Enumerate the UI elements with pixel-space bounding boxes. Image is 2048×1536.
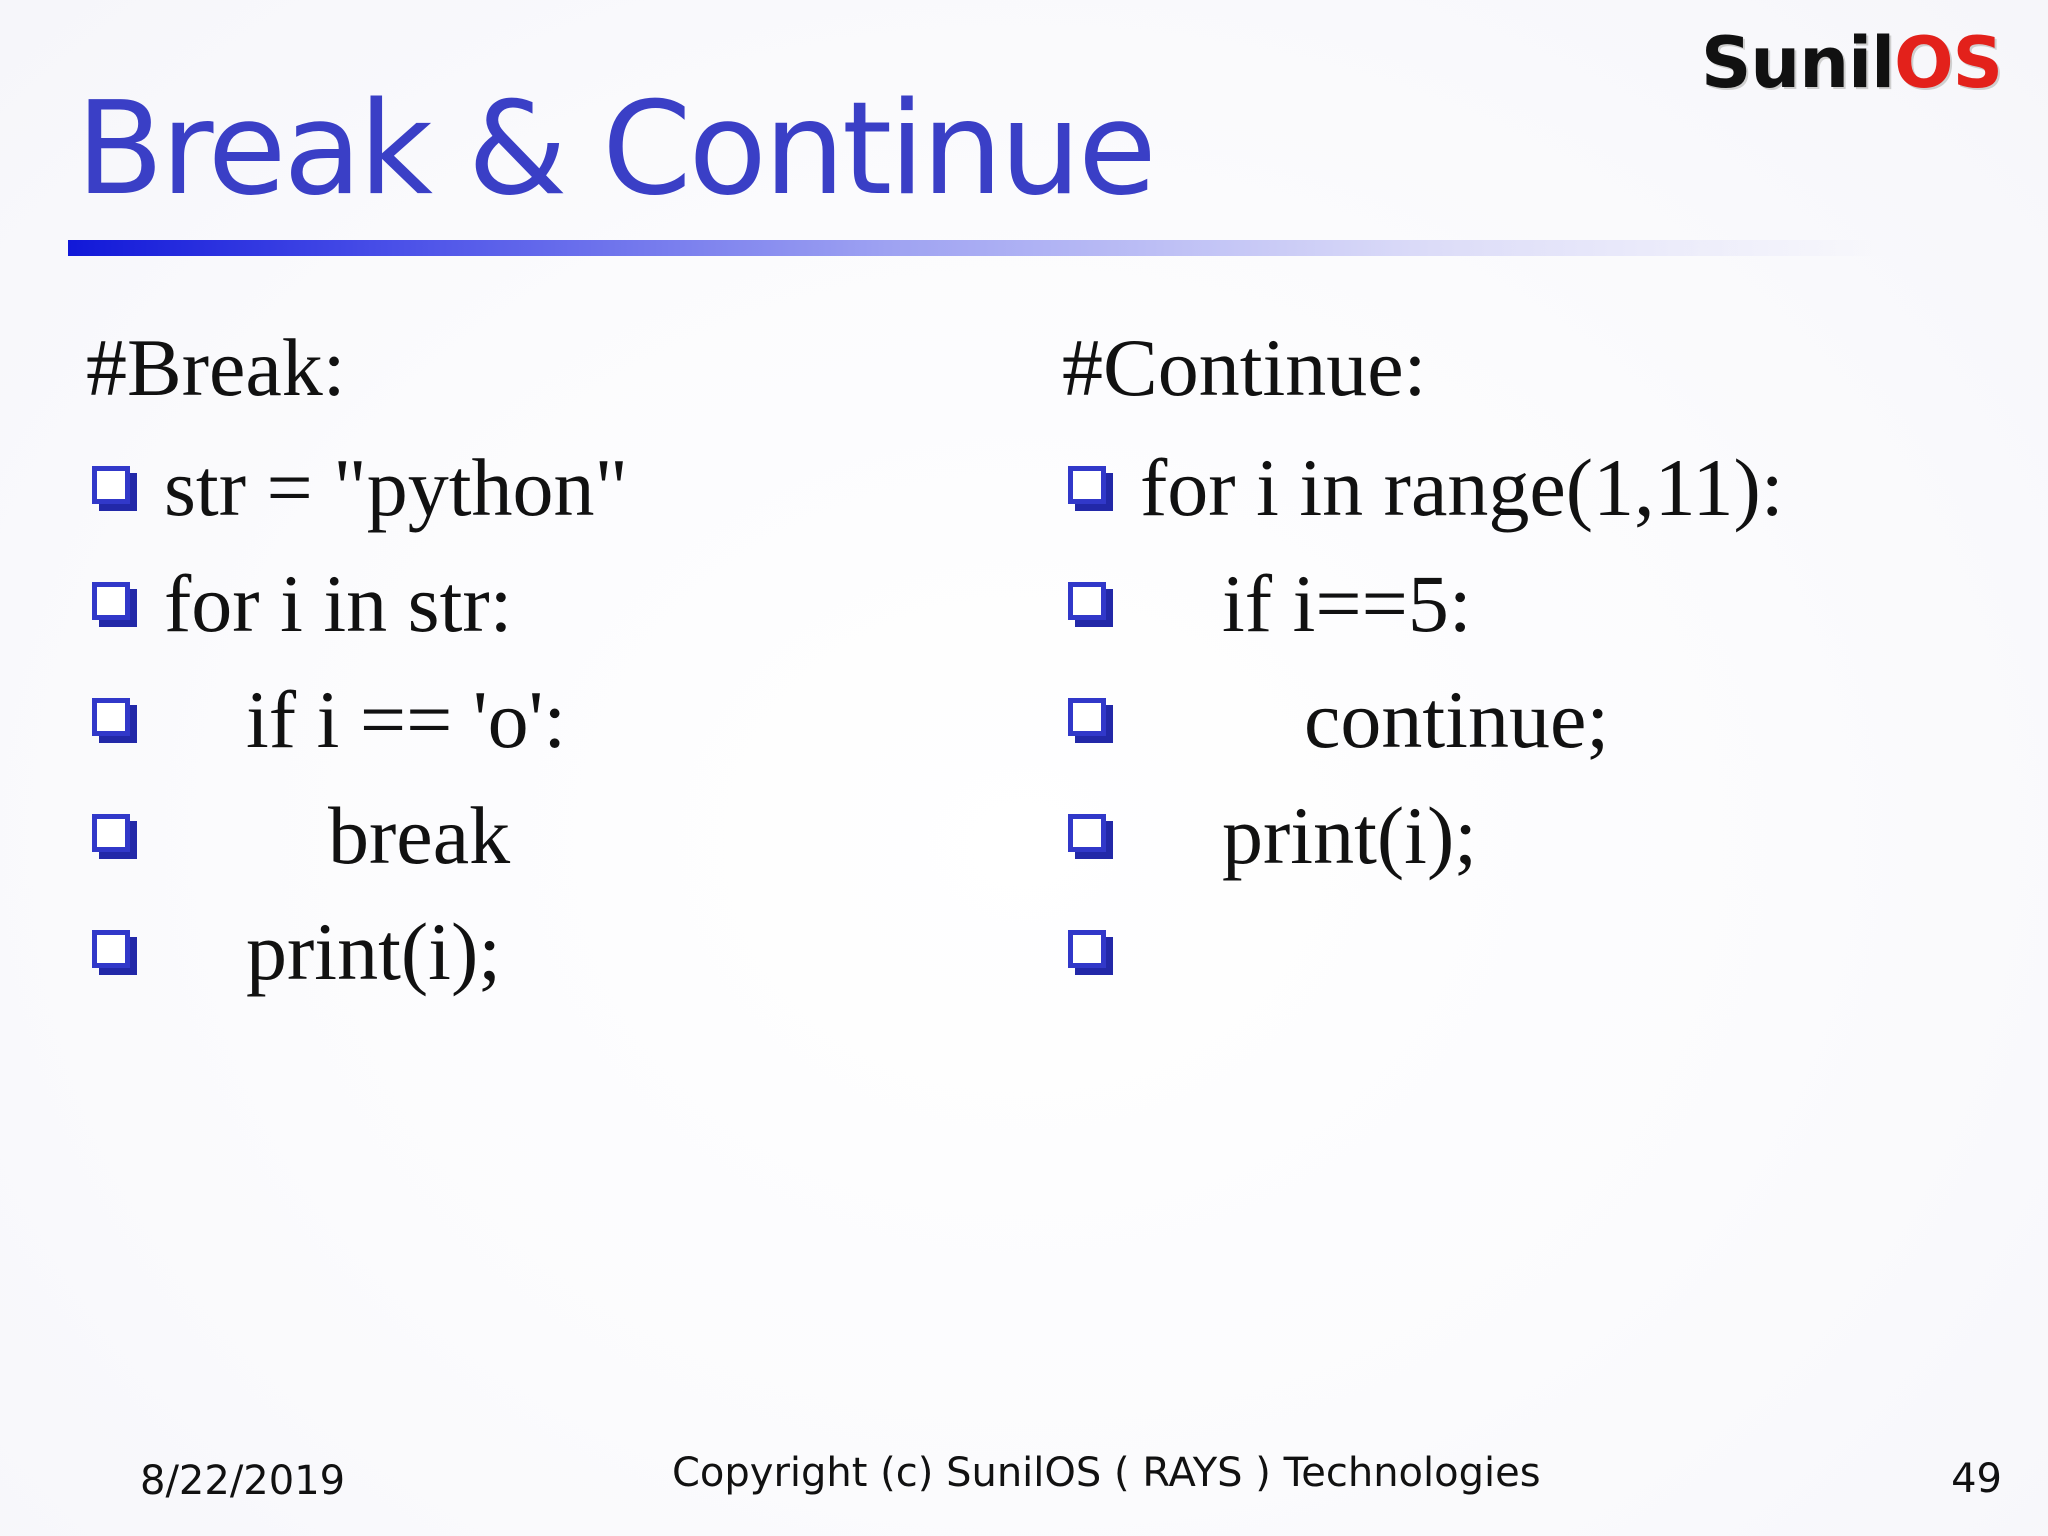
list-item bbox=[1062, 430, 1962, 546]
code-line: print(i); bbox=[1140, 790, 1478, 881]
break-column bbox=[86, 318, 986, 1010]
list-item bbox=[86, 662, 986, 778]
code-line: for i in range(1,11): bbox=[1140, 442, 1784, 533]
continue-column bbox=[1062, 318, 1962, 1010]
code-line: str = "python" bbox=[164, 442, 628, 533]
footer-copyright: Copyright (c) SunilOS ( RAYS ) Technologies bbox=[672, 1450, 1541, 1496]
title-underline bbox=[68, 240, 1888, 256]
footer-date: 8/22/2019 bbox=[140, 1458, 346, 1504]
list-item bbox=[1062, 894, 1962, 1010]
code-line: print(i); bbox=[164, 906, 502, 997]
square-bullet-icon bbox=[1068, 698, 1112, 742]
square-bullet-icon bbox=[92, 466, 136, 510]
square-bullet-icon bbox=[1068, 814, 1112, 858]
code-line: if i==5: bbox=[1140, 558, 1472, 649]
list-item bbox=[86, 778, 986, 894]
code-line: if i == 'o': bbox=[164, 674, 567, 765]
square-bullet-icon bbox=[1068, 930, 1112, 974]
square-bullet-icon bbox=[1068, 582, 1112, 626]
square-bullet-icon bbox=[92, 930, 136, 974]
code-line: continue; bbox=[1140, 674, 1610, 765]
square-bullet-icon bbox=[1068, 466, 1112, 510]
code-line: for i in str: bbox=[164, 558, 513, 649]
slide-title: Break & Continue bbox=[76, 75, 1154, 224]
list-item bbox=[86, 894, 986, 1010]
logo-accent-text: OS bbox=[1894, 22, 2002, 104]
square-bullet-icon bbox=[92, 582, 136, 626]
list-item bbox=[1062, 546, 1962, 662]
list-item bbox=[1062, 662, 1962, 778]
continue-heading: #Continue: bbox=[1062, 322, 1427, 413]
square-bullet-icon bbox=[92, 698, 136, 742]
code-line: break bbox=[164, 790, 511, 881]
list-item bbox=[86, 546, 986, 662]
sunilos-logo bbox=[1701, 22, 2002, 104]
logo-main-text: Sunil bbox=[1701, 22, 1895, 104]
list-item bbox=[1062, 778, 1962, 894]
square-bullet-icon bbox=[92, 814, 136, 858]
break-heading: #Break: bbox=[86, 322, 346, 413]
list-item bbox=[86, 430, 986, 546]
page-number: 49 bbox=[1951, 1456, 2002, 1502]
